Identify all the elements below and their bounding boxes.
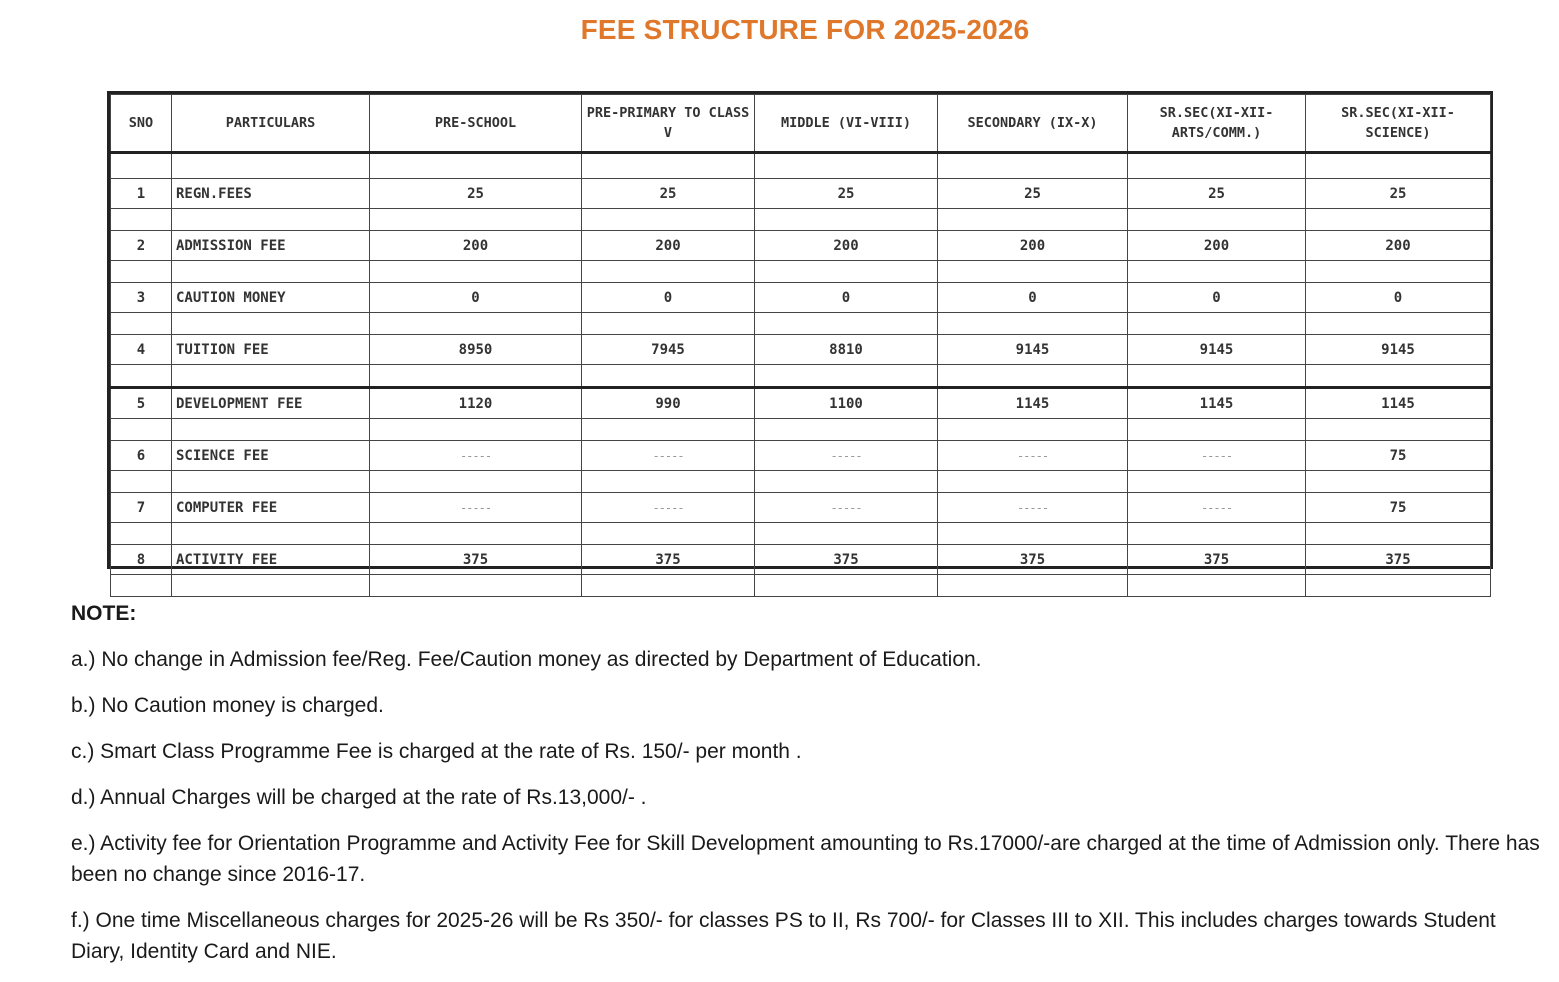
header-secondary: SECONDARY (IX-X) [938,95,1128,153]
table-spacer-row [111,365,1491,388]
cell-value: 200 [1306,231,1491,261]
cell-value: 1145 [1306,388,1491,419]
cell-sno: 7 [111,493,172,523]
cell-value: 0 [582,283,755,313]
cell-value: 990 [582,388,755,419]
cell-value: ----- [582,493,755,523]
cell-value: 25 [1306,179,1491,209]
notes-section [71,602,1541,982]
note-item: e.) Activity fee for Orientation Programme and Activity Fee for Skill Development amounting to Rs.17000/-are charged at the time of Admission only. There has been no change since 2016-17. [71,832,1540,886]
cell-value: 0 [938,283,1128,313]
cell-value: ----- [370,441,582,471]
cell-value: 25 [582,179,755,209]
cell-value: 0 [370,283,582,313]
header-middle: MIDDLE (VI-VIII) [755,95,938,153]
table-spacer-row [111,419,1491,441]
table-row [111,388,1491,419]
table-spacer-row [111,209,1491,231]
table-row [111,231,1491,261]
note-item: a.) No change in Admission fee/Reg. Fee/Caution money as directed by Department of Education. [71,648,982,671]
header-sno: SNO [111,95,172,153]
cell-value: ----- [1128,441,1306,471]
cell-particular: TUITION FEE [172,335,370,365]
cell-value: 200 [938,231,1128,261]
cell-sno: 3 [111,283,172,313]
cell-value: 375 [1128,545,1306,575]
table-header-row [111,95,1491,153]
cell-value: 200 [582,231,755,261]
cell-value: 25 [755,179,938,209]
header-sr-sec-arts: SR.SEC(XI-XII-ARTS/COMM.) [1128,95,1306,153]
cell-sno: 1 [111,179,172,209]
cell-value: 25 [938,179,1128,209]
cell-value: 375 [1306,545,1491,575]
note-item: b.) No Caution money is charged. [71,694,384,717]
cell-value: 200 [1128,231,1306,261]
table-row [111,441,1491,471]
header-pre-school: PRE-SCHOOL [370,95,582,153]
cell-sno: 4 [111,335,172,365]
cell-sno: 2 [111,231,172,261]
cell-value: 375 [370,545,582,575]
cell-value: 0 [1306,283,1491,313]
cell-value: 200 [370,231,582,261]
cell-value: 1120 [370,388,582,419]
cell-value: 9145 [1128,335,1306,365]
cell-particular: SCIENCE FEE [172,441,370,471]
cell-value: 8810 [755,335,938,365]
cell-value: ----- [370,493,582,523]
cell-value: ----- [582,441,755,471]
header-pre-primary: PRE-PRIMARY TO CLASS V [582,95,755,153]
cell-particular: DEVELOPMENT FEE [172,388,370,419]
table-row [111,545,1491,575]
cell-value: 375 [755,545,938,575]
note-item: c.) Smart Class Programme Fee is charged at the rate of Rs. 150/- per month . [71,740,802,763]
fee-table-container [107,91,1493,569]
table-row [111,493,1491,523]
cell-value: 9145 [938,335,1128,365]
cell-particular: REGN.FEES [172,179,370,209]
cell-value: 375 [582,545,755,575]
note-item: d.) Annual Charges will be charged at the rate of Rs.13,000/- . [71,786,647,809]
cell-value: 1145 [938,388,1128,419]
cell-value: 1100 [755,388,938,419]
cell-particular: COMPUTER FEE [172,493,370,523]
notes-heading: NOTE: [71,602,137,625]
cell-value: ----- [755,441,938,471]
cell-value: 75 [1306,493,1491,523]
page-title: FEE STRUCTURE FOR 2025-2026 [580,14,1030,45]
cell-particular: CAUTION MONEY [172,283,370,313]
table-spacer-row [111,261,1491,283]
cell-value: 9145 [1306,335,1491,365]
cell-value: 0 [1128,283,1306,313]
cell-value: 1145 [1128,388,1306,419]
table-spacer-row [111,153,1491,179]
cell-value: 25 [370,179,582,209]
cell-value: 25 [1128,179,1306,209]
cell-particular: ACTIVITY FEE [172,545,370,575]
table-spacer-row [111,471,1491,493]
cell-value: 375 [938,545,1128,575]
cell-value: 8950 [370,335,582,365]
cell-value: ----- [1128,493,1306,523]
table-row [111,179,1491,209]
cell-value: ----- [938,441,1128,471]
cell-value: 0 [755,283,938,313]
cell-value: 7945 [582,335,755,365]
note-item: f.) One time Miscellaneous charges for 2025-26 will be Rs 350/- for classes PS to II, Rs 700/- for Classes III to XII. This includes charges towards Student Diary, Identity Card and NIE. [71,909,1496,963]
table-row [111,283,1491,313]
cell-value: 75 [1306,441,1491,471]
table-row [111,335,1491,365]
cell-value: 200 [755,231,938,261]
table-spacer-row [111,313,1491,335]
cell-particular: ADMISSION FEE [172,231,370,261]
cell-sno: 8 [111,545,172,575]
cell-value: ----- [938,493,1128,523]
cell-value: ----- [755,493,938,523]
table-spacer-row [111,575,1491,597]
table-spacer-row [111,523,1491,545]
header-sr-sec-science: SR.SEC(XI-XII-SCIENCE) [1306,95,1491,153]
header-particulars: PARTICULARS [172,95,370,153]
fee-structure-table [110,94,1491,597]
cell-sno: 5 [111,388,172,419]
cell-sno: 6 [111,441,172,471]
